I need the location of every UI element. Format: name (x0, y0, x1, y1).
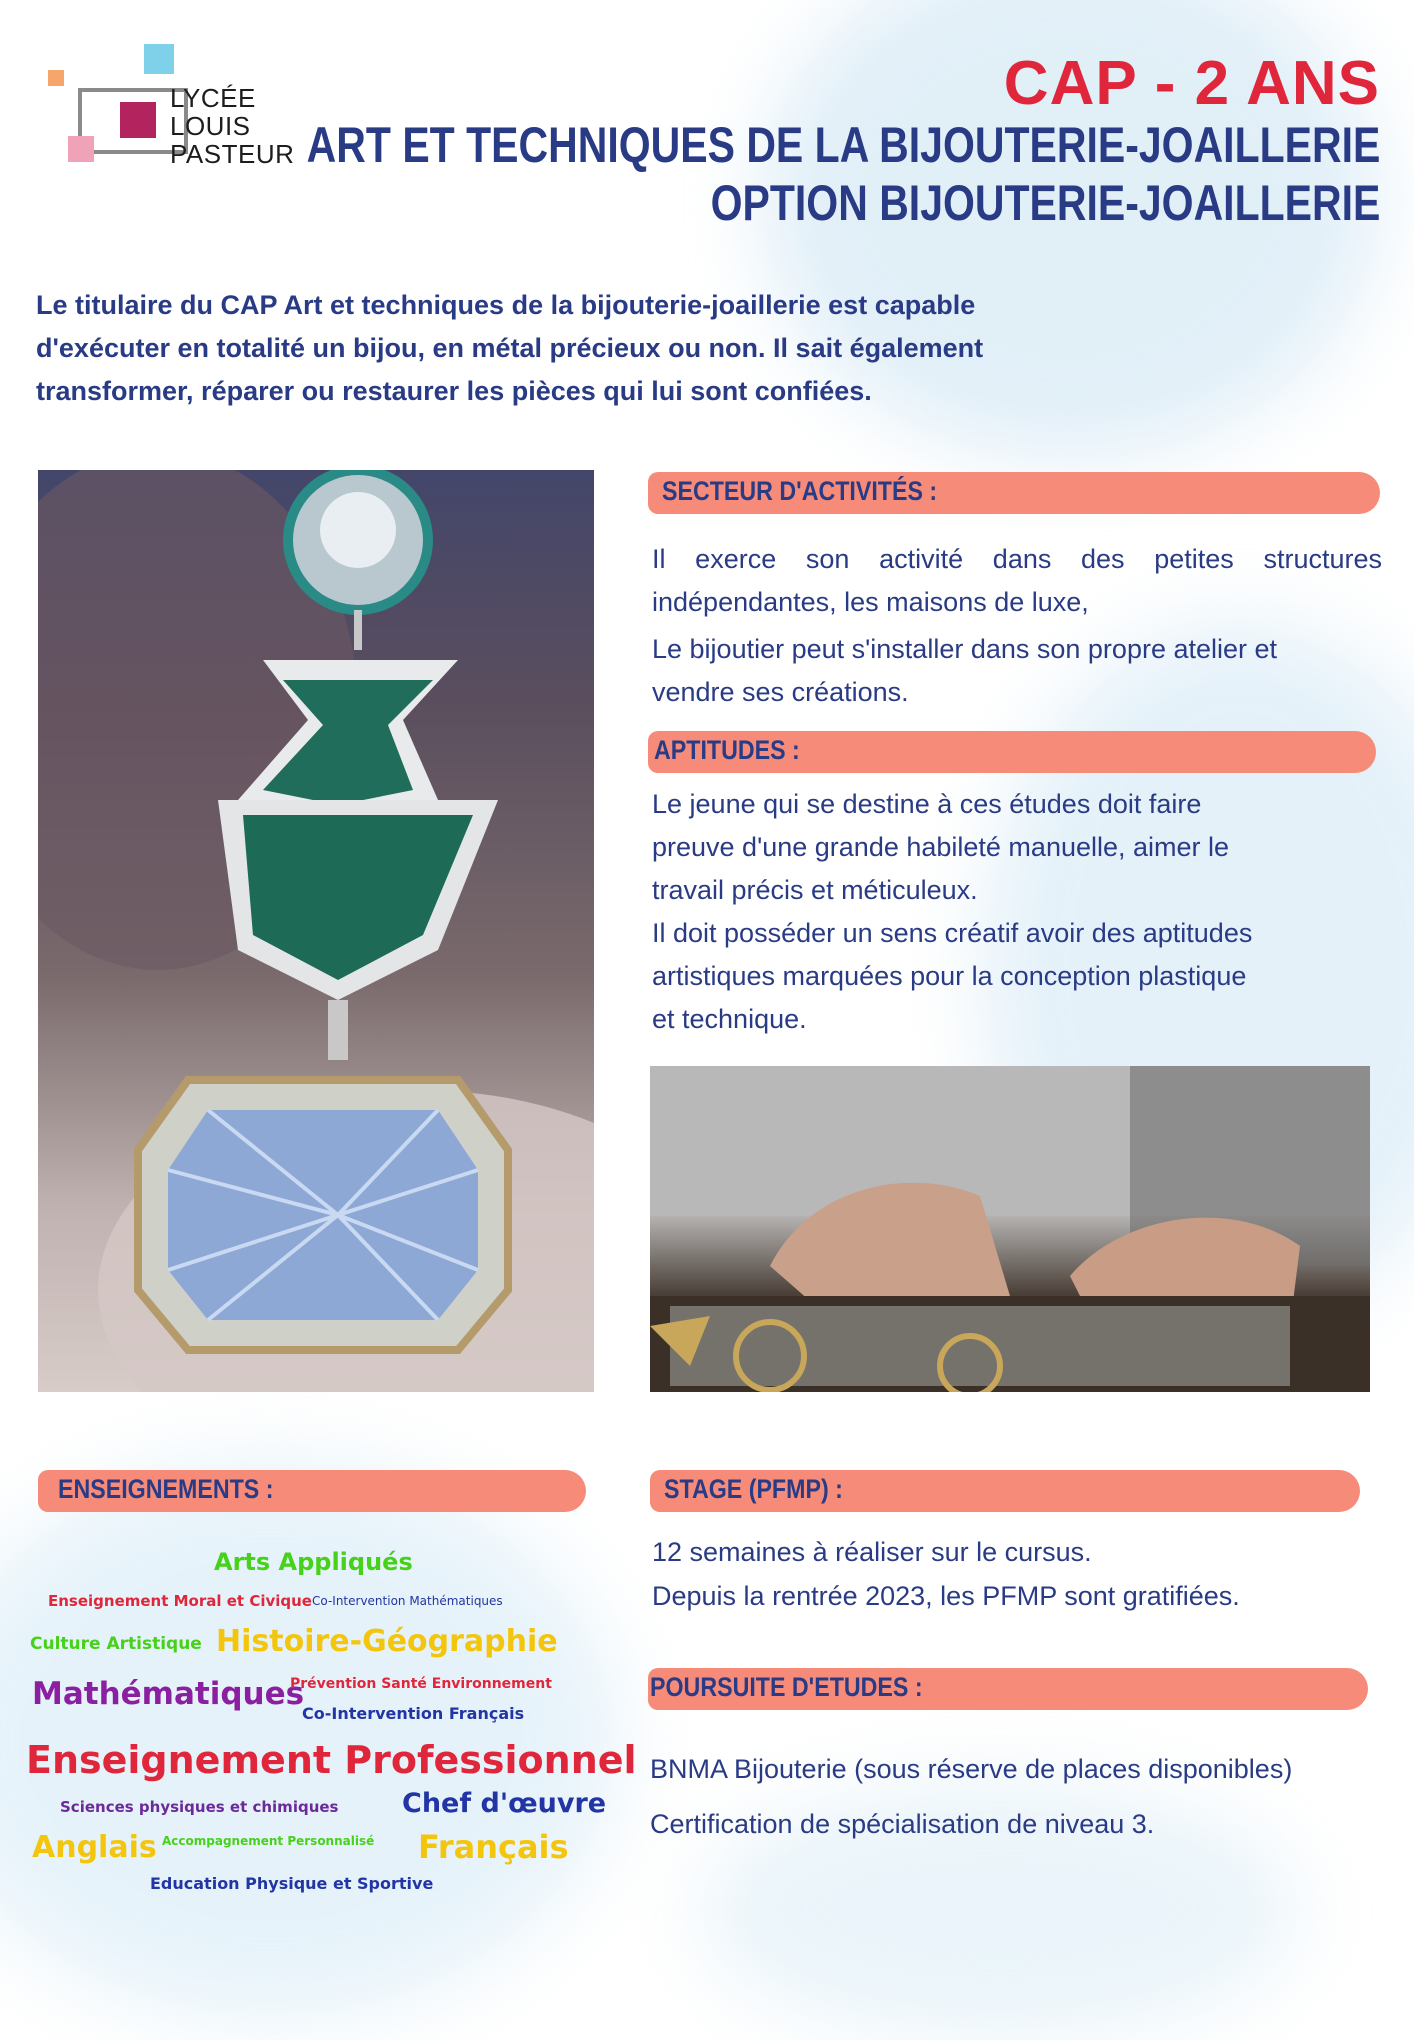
text-line: preuve d'une grande habileté manuelle, aimer le (652, 832, 1230, 862)
earring-illustration (38, 470, 594, 1392)
section-header-stage (650, 1470, 1360, 1512)
subjects-word-cloud (20, 1548, 637, 1908)
text-line: vendre ses créations. (652, 677, 909, 707)
subject-emc: Enseignement Moral et Civique (48, 1592, 312, 1610)
subject-francais: Français (418, 1828, 569, 1866)
poursuite-text (650, 1742, 1390, 1852)
subject-chef-doeuvre: Chef d'œuvre (402, 1788, 607, 1819)
text-line: Il doit posséder un sens créatif avoir des aptitudes (652, 918, 1253, 948)
section-title: APTITUDES : (654, 735, 800, 765)
logo-line: LOUIS (170, 111, 251, 141)
intro-line: transformer, réparer ou restaurer les pièces qui lui sont confiées. (36, 376, 872, 406)
earring-photo (38, 470, 594, 1392)
text-line: Certification de spécialisation de niveau 3. (650, 1809, 1155, 1839)
title-line: OPTION BIJOUTERIE-JOAILLERIE (710, 175, 1380, 231)
stage-text (652, 1530, 1372, 1618)
section-header-secteur (648, 472, 1380, 514)
subject-culture-artistique: Culture Artistique (30, 1634, 202, 1654)
text-line: Le jeune qui se destine à ces études doit faire (652, 789, 1202, 819)
section-header-aptitudes (648, 731, 1376, 773)
hands-illustration (650, 1066, 1370, 1392)
title-line: ART ET TECHNIQUES DE LA BIJOUTERIE-JOAILLERIE (306, 117, 1380, 173)
section-title: ENSEIGNEMENTS : (58, 1474, 274, 1504)
page-title (71, 49, 1380, 232)
subject-eps: Education Physique et Sportive (150, 1874, 434, 1893)
logo-square-orange (48, 70, 64, 86)
text-line: 12 semaines à réaliser sur le cursus. (652, 1537, 1092, 1567)
text-line: et technique. (652, 1004, 807, 1034)
text-line: BNMA Bijouterie (sous réserve de places disponibles) (650, 1754, 1293, 1784)
cap-duration: CAP - 2 ANS (1003, 49, 1380, 118)
subject-histoire-geographie: Histoire-Géographie (216, 1624, 558, 1659)
section-title: STAGE (PFMP) : (664, 1474, 843, 1504)
section-title: POURSUITE D'ETUDES : (650, 1672, 923, 1702)
subject-mathematiques: Mathématiques (32, 1676, 305, 1712)
subject-enseignement-professionnel: Enseignement Professionnel (26, 1738, 637, 1782)
logo-line: LYCÉE (170, 83, 256, 113)
intro-paragraph (36, 284, 1336, 413)
subject-sciences-physiques: Sciences physiques et chimiques (60, 1798, 339, 1816)
section-title: SECTEUR D'ACTIVITÉS : (662, 476, 938, 506)
text-line: artistiques marquées pour la conception plastique (652, 961, 1247, 991)
secteur-text (652, 538, 1382, 714)
subject-cointervention-maths: Co-Intervention Mathématiques (312, 1594, 503, 1608)
text-line: travail précis et méticuleux. (652, 875, 978, 905)
logo-line: PASTEUR (170, 139, 295, 169)
intro-line: Le titulaire du CAP Art et techniques de la bijouterie-joaillerie est capable (36, 290, 976, 320)
text-line: Depuis la rentrée 2023, les PFMP sont gratifiées. (652, 1581, 1240, 1611)
subject-accompagnement: Accompagnement Personnalisé (162, 1834, 375, 1848)
section-header-enseignements (38, 1470, 586, 1512)
text-line: Le bijoutier peut s'installer dans son propre atelier et (652, 634, 1278, 664)
text-line: indépendantes, les maisons de luxe, (652, 587, 1089, 617)
jeweler-hands-photo (650, 1066, 1370, 1392)
subject-pse: Prévention Santé Environnement (290, 1676, 552, 1692)
intro-line: d'exécuter en totalité un bijou, en métal précieux ou non. Il sait également (36, 333, 984, 363)
section-header-poursuite (648, 1668, 1368, 1710)
subject-cointervention-francais: Co-Intervention Français (302, 1704, 525, 1723)
subject-arts-appliques: Arts Appliqués (214, 1548, 413, 1576)
text-line: Il exerce son activité dans des petites structures (652, 544, 1382, 574)
aptitudes-text (652, 783, 1372, 1041)
subject-anglais: Anglais (32, 1830, 157, 1865)
